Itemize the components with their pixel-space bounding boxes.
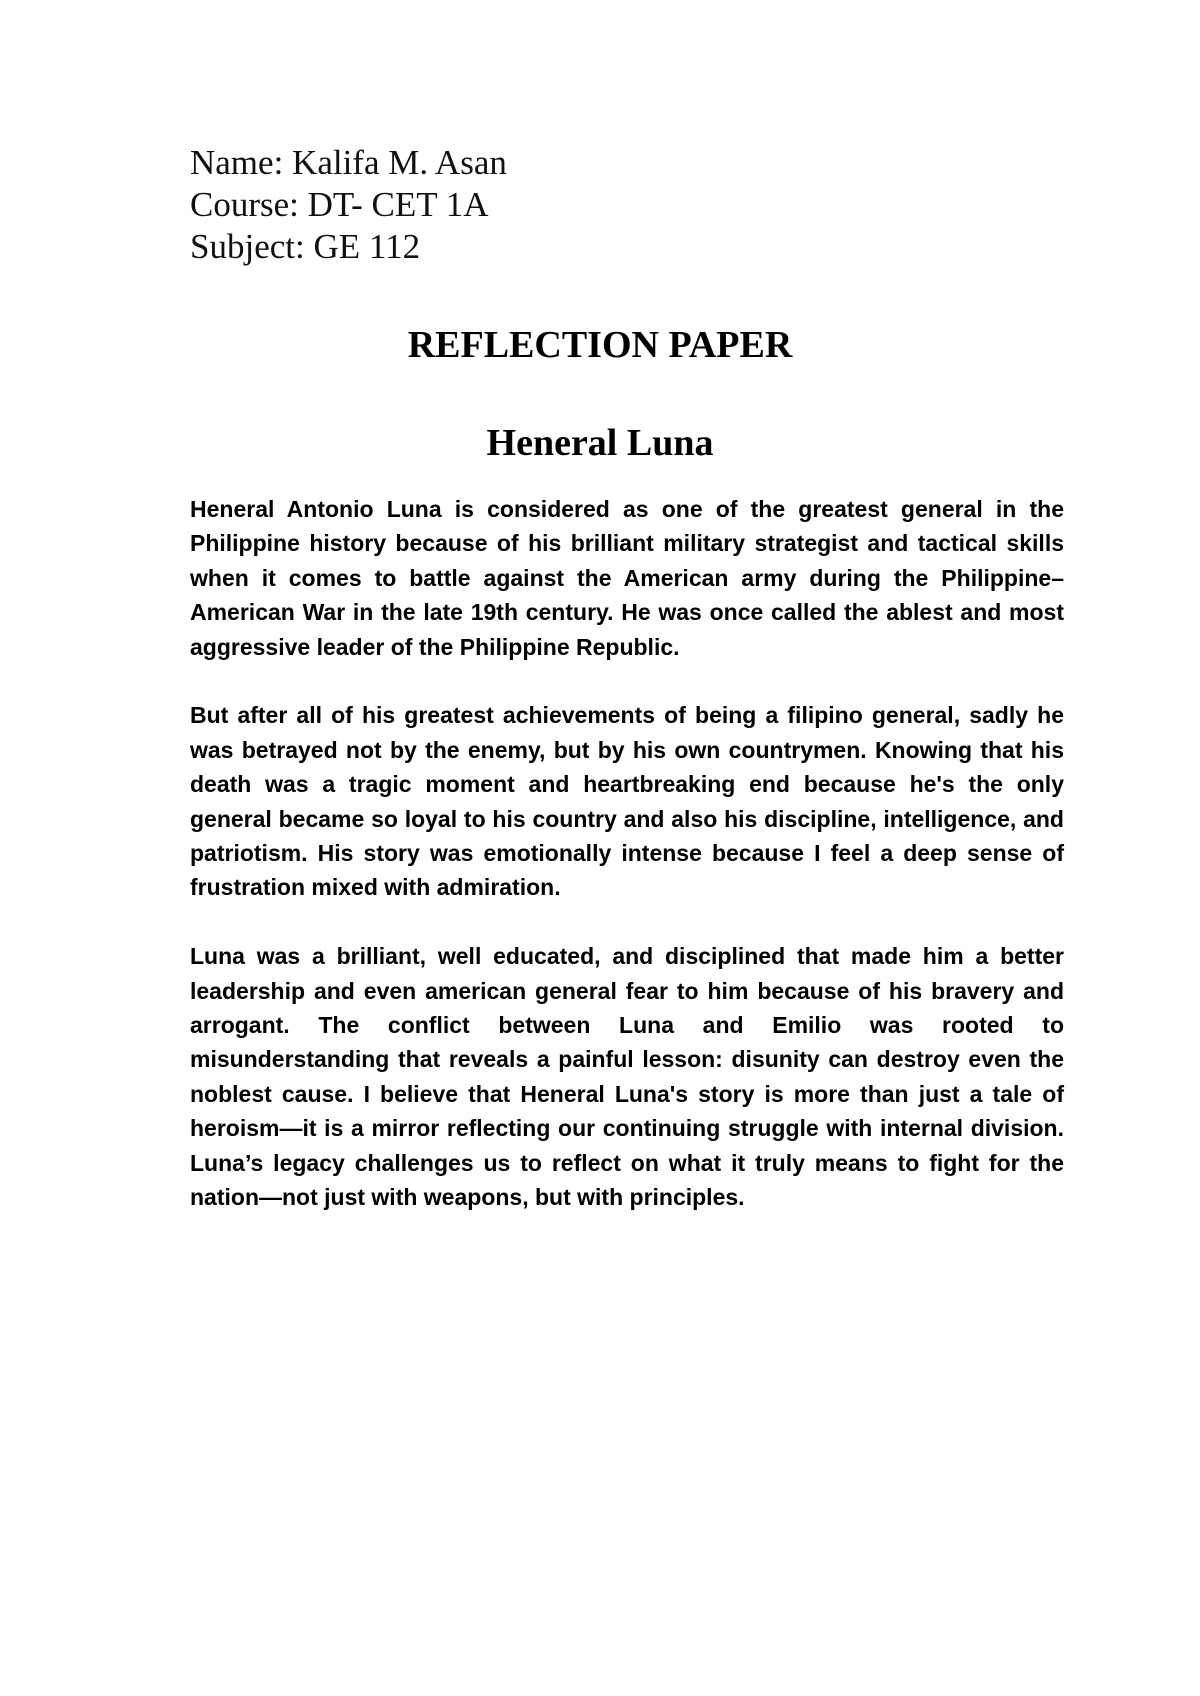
course-line: Course: DT- CET 1A [190,185,489,224]
paragraph-3: Luna was a brilliant, well educated, and disciplined that made him a better leadership and even american general fear to him because of his bravery and arrogant. The conflict between Luna and Emilio was rooted to misunderstanding that reveals a painful lesson: disunity can destroy even the noblest cause. I believe that Heneral Luna's story is more than just a tale of heroism—it is a mirror reflecting our continuing struggle with internal division. Luna’s legacy challenges us to reflect on what it truly means to fight for the nation—not just with weapons, but with principles. [190,943,1064,1211]
document-title: REFLECTION PAPER [407,324,793,366]
document-body [190,492,1064,1249]
student-name-line: Name: Kalifa M. Asan [190,143,507,182]
paragraph-1: Heneral Antonio Luna is considered as one of the greatest general in the Philippine history because of his brilliant military strategist and tactical skills when it comes to battle against the American army during the Philippine–American War in the late 19th century. He was once called the ablest and most aggressive leader of the Philippine Republic. [190,496,1064,660]
document-subtitle: Heneral Luna [486,422,714,464]
student-info-block [190,142,990,268]
subject-line: Subject: GE 112 [190,227,421,266]
paragraph-2: But after all of his greatest achievements of being a filipino general, sadly he was betrayed not by the enemy, but by his own countrymen. Knowing that his death was a tragic moment and heartbreaking end because he's the only general became so loyal to his country and also his discipline, intelligence, and patriotism. His story was emotionally intense because I feel a deep sense of frustration mixed with admiration. [190,702,1064,901]
